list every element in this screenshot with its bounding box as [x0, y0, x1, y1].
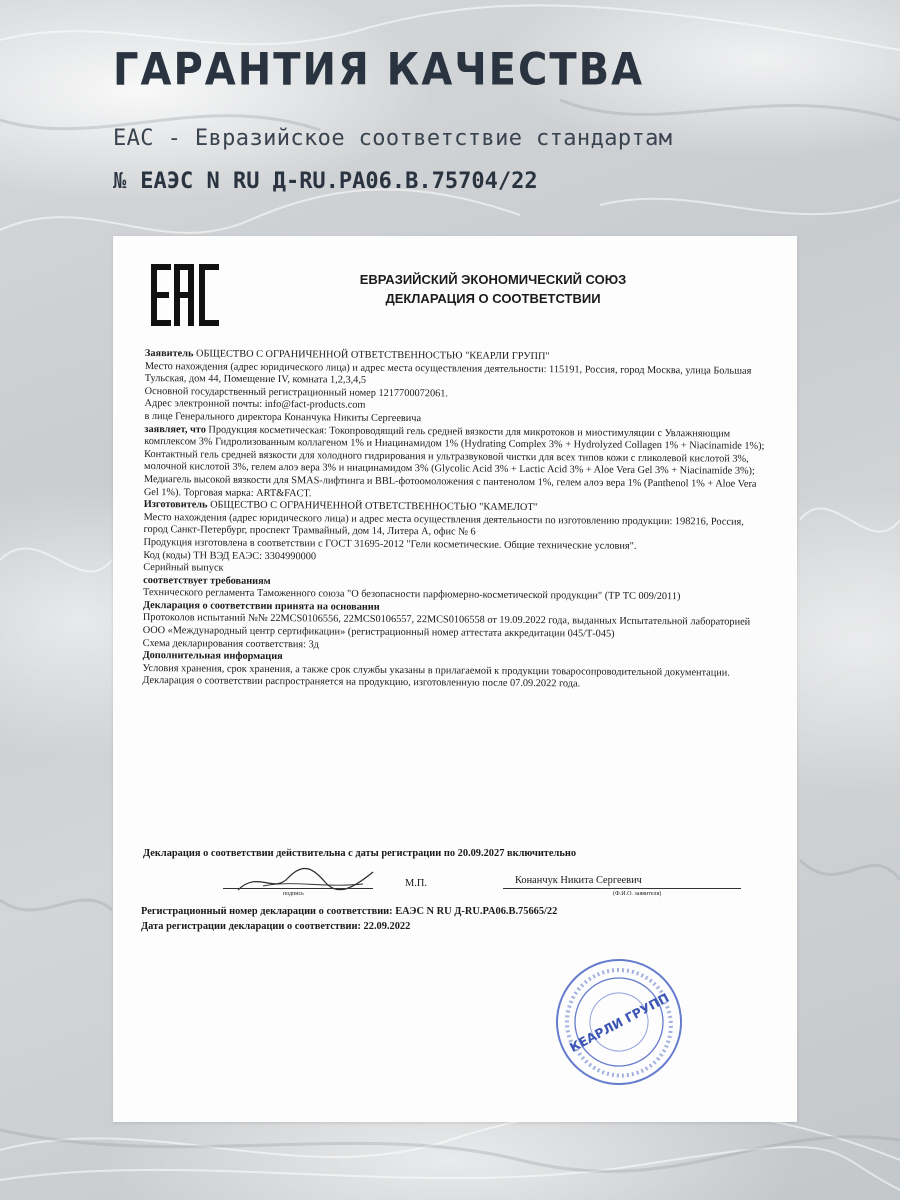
signer-caption: (Ф.И.О. заявителя) [613, 891, 662, 897]
requirements-value: Технического регламента Таможенного союза "О безопасности парфюмерно-косметической продукции" (ТР ТС 009/2011) [143, 587, 681, 603]
signature-caption: подпись [283, 891, 304, 897]
org-name: ЕВРАЗИЙСКИЙ ЭКОНОМИЧЕСКИЙ СОЮЗ [359, 272, 627, 287]
seal-place: М.П. [405, 878, 427, 889]
extra-info-value: Условия хранения, срок хранения, а также срок службы указаны в прилагаемой к продукции товаросопроводительной документации. Декларация о соответствии распространяется на продукцию, изготовленную после 07.09.2022 года. [142, 662, 730, 690]
page-subtitle: ЕАС - Евразийское соответствие стандартам [113, 126, 673, 151]
registration-date: Дата регистрации декларации о соответствии: 22.09.2022 [141, 921, 411, 932]
signer-name: Конанчук Никита Сергеевич [515, 875, 642, 886]
certificate-number: ЕАЭС N RU Д-RU.PA06.B.75704/22 [140, 169, 538, 194]
document-body [142, 348, 769, 693]
page-title: ГАРАНТИЯ КАЧЕСТВА [113, 44, 645, 96]
stamp-center-text: КЕАРЛИ ГРУПП [566, 989, 672, 1055]
document-type: ДЕКЛАРАЦИЯ О СООТВЕТСТВИИ [385, 291, 601, 306]
registration-number: Регистрационный номер декларации о соответствии: ЕАЭС N RU Д-RU.PA06.B.75665/22 [141, 906, 558, 917]
signature-line [223, 888, 373, 889]
eac-logo [151, 264, 219, 326]
manufacturer-address: Место нахождения (адрес юридического лица) и адрес места осуществления деятельности по изготовлению продукции: 198216, Россия, город Санкт-Петербург, проспект Трамвайный, дом 14, Литера А, офис № 6 [143, 511, 744, 538]
manufacturer-standard: Продукция изготовлена в соответствии с ГОСТ 31695-2012 "Гели косметические. Общие технические условия". [143, 536, 637, 552]
basis-label: Декларация о соответствии принята на основании [142, 599, 380, 613]
number-sign: № [113, 169, 127, 194]
applicant-address: Место нахождения (адрес юридического лица) и адрес места осуществления деятельности: 115191, Россия, город Москва, улица Большая Тульская, дом 44, Помещение IV, комната 1,2,3,4,5 [144, 360, 752, 386]
company-stamp [553, 956, 685, 1088]
signature-mark [233, 860, 383, 900]
serial-production: Серийный выпуск [143, 562, 224, 574]
requirements-label: соответствует требованиям [143, 574, 271, 587]
basis-value: Протоколов испытаний №№ 22MCS0106556, 22MCS0106557, 22MCS0106558 от 19.09.2022 года, выданных Испытательной лабораторией ООО «Международный центр сертификации» (регистрационный номер аттестата аккредитации 045/Т-045) [142, 612, 751, 640]
tn-ved-code: Код (коды) ТН ВЭД ЕАЭС: 3304990000 [143, 549, 317, 562]
declaration-document [113, 236, 797, 1122]
manufacturer: Изготовитель ОБЩЕСТВО С ОГРАНИЧЕННОЙ ОТВЕТСТВЕННОСТЬЮ "КАМЕЛОТ" [143, 499, 538, 514]
certificate-number-line [113, 169, 538, 194]
applicant: Заявитель ОБЩЕСТВО С ОГРАНИЧЕННОЙ ОТВЕТСТВЕННОСТЬЮ "КЕАРЛИ ГРУПП" [144, 348, 550, 363]
applicant-person: в лице Генерального директора Конанчука Никиты Сергеевича [144, 410, 422, 425]
document-header [293, 270, 693, 308]
declaration-statement: заявляет, что Продукция косметическая: Токопроводящий гель средней вязкости для микротоков и миостимуляции с Увлажняющим комплексом 3% Гидролизованным коллагеном 1% и Ниацинамидом 1% (Hydrating Complex 3% + Hydrolyzed Collagen 1% + Niacinamide 1%); Контактный гель средней вязкости для холодного гидрирования и ультразвуковой чистки для всех типов кожи с гликолевой кислотой 3%, молочной кислотой 3%, гелем алоэ вера 3% и ниацинамидом 3% (Glycolic Acid 3% + Lactic Acid 3% + Aloe Vera Gel 3% + Niacinamide 3%); Медиагель высокой вязкости для SMAS-лифтинга и BBL-фотоомоложения с пантенолом 1%, гелем алоэ вера 1% (Panthenol 1% + Aloe Vera Gel 1%). Торговая марка: ART&FACT. [143, 423, 765, 499]
declaration-scheme: Схема декларирования соответствия: 3д [142, 637, 319, 651]
extra-info-label: Дополнительная информация [142, 650, 283, 663]
signer-line [503, 888, 741, 889]
applicant-ogrn: Основной государственный регистрационный номер 1217700072061. [144, 385, 449, 400]
registration-info [141, 904, 557, 934]
validity-period: Декларация о соответствии действительна с даты регистрации по 20.09.2027 включительно [143, 848, 577, 859]
applicant-email: Адрес электронной почты: info@fact-products.com [144, 398, 366, 412]
